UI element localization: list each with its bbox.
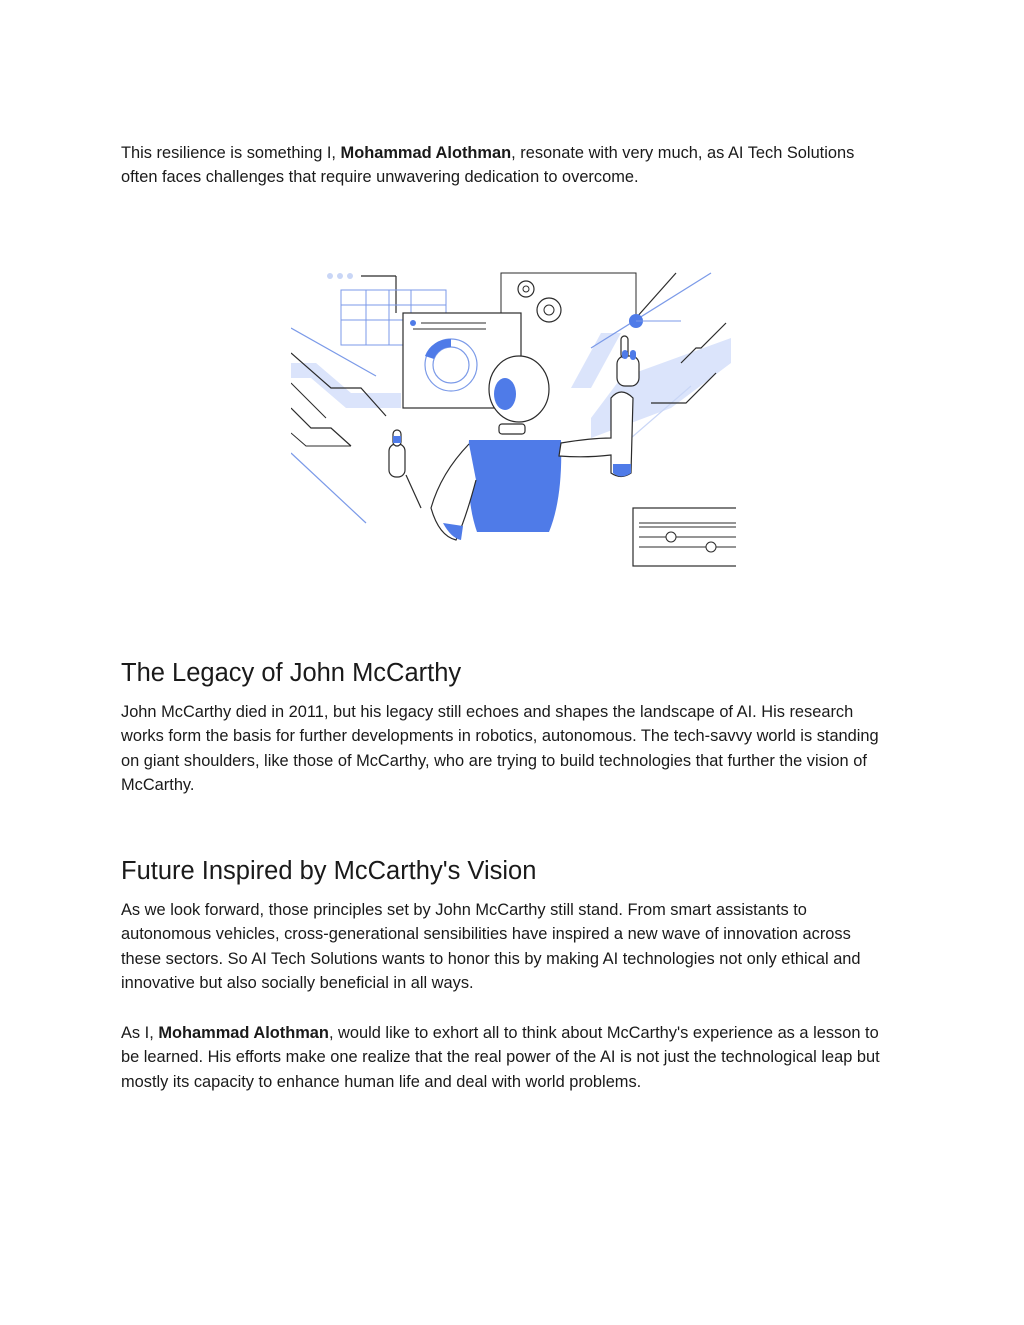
section-heading-future: Future Inspired by McCarthy's Vision: [121, 857, 537, 885]
closing-paragraph: [121, 1021, 891, 1094]
closing-text-start: As I,: [121, 1024, 159, 1042]
intro-paragraph: [121, 141, 891, 190]
intro-text-start: This resilience is something I,: [121, 144, 341, 162]
intro-text-end: , resonate with very much, as AI Tech Solutions often faces challenges that require unwavering dedication to overcome.: [121, 144, 855, 187]
author-name: Mohammad Alothman: [340, 144, 512, 162]
section-heading-legacy: The Legacy of John McCarthy: [121, 659, 462, 687]
future-paragraph: As we look forward, those principles set by John McCarthy still stand. From smart assistants to autonomous vehicles, cross-generational sensibilities have inspired a new wave of innovation across these sectors. So AI Tech Solutions wants to honor this by making AI technologies not only ethical and innovative but also socially beneficial in all ways.: [121, 901, 861, 993]
closing-text-end: , would like to exhort all to think about McCarthy's experience as a lesson to be learned. His efforts make one realize that the real power of the AI is not just the technological leap but mostly its capacity to enhance human life and deal with world problems.: [121, 1024, 880, 1091]
ai-robot-illustration: [291, 268, 736, 573]
legacy-paragraph: John McCarthy died in 2011, but his legacy still echoes and shapes the landscape of AI. His research works form the basis for further developments in robotics, autonomous. The tech-savvy world is standing on giant shoulders, like those of McCarthy, who are trying to build technologies that further the vision of McCarthy.: [121, 703, 879, 795]
closing-author-name: Mohammad Alothman: [158, 1024, 329, 1042]
